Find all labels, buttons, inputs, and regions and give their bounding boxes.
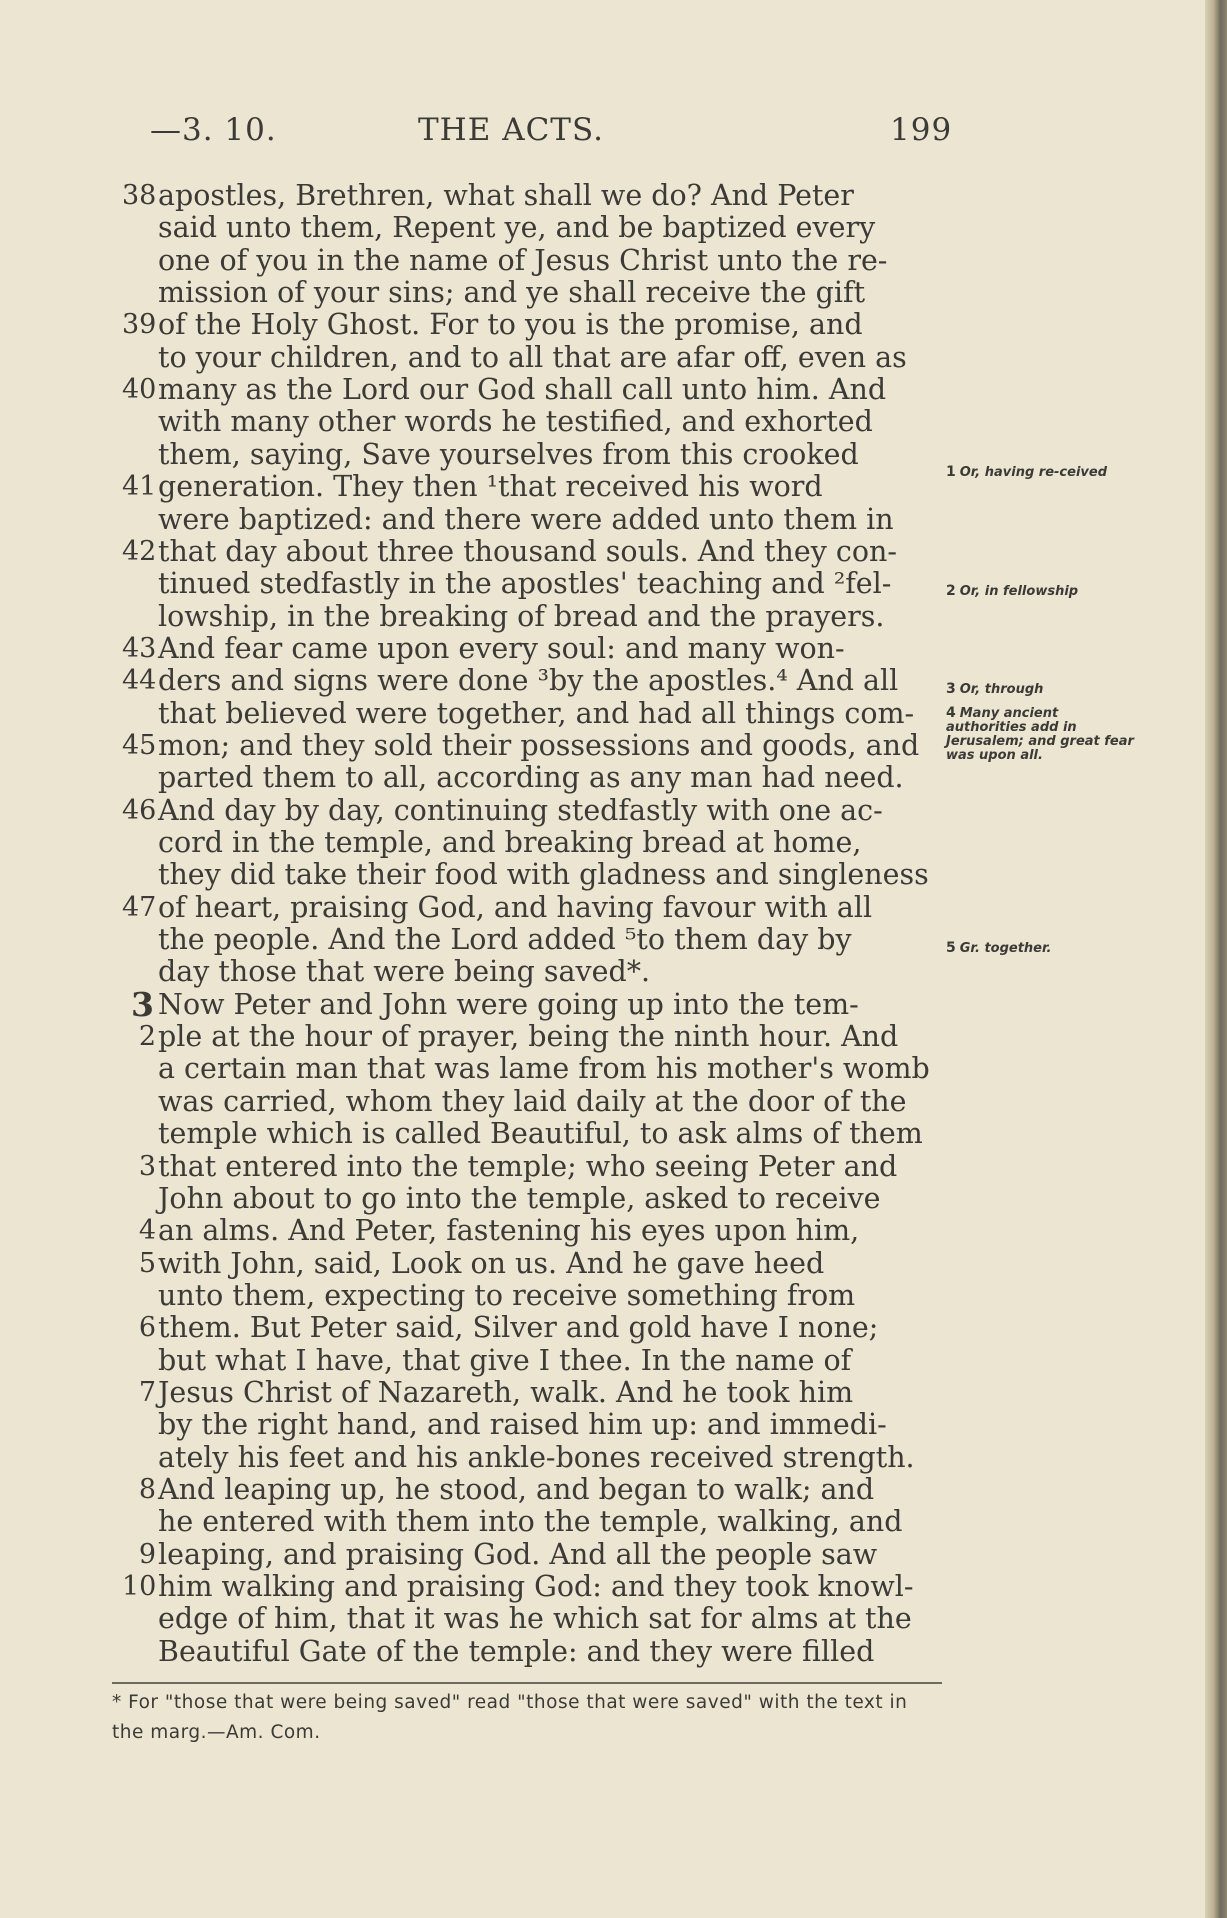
line-text: cord in the temple, and breaking bread at home, (158, 826, 862, 859)
line-text: the people. And the Lord added ⁵to them day by (158, 923, 852, 957)
line-text: that entered into the temple; who seeing Peter and (158, 1149, 898, 1183)
line-text: ple at the hour of prayer, being the ninth hour. And (158, 1020, 899, 1054)
line-text: Beautiful Gate of the temple: and they were filled (158, 1634, 875, 1668)
line-text: many as the Lord our God shall call unto him. And (158, 373, 887, 407)
chapter-verse-range: —3. 10. (150, 112, 277, 148)
text-line (122, 664, 938, 698)
line-text: them, saying, Save yourselves from this crooked (158, 437, 859, 471)
line-text: he entered with them into the temple, walking, and (158, 1505, 903, 1539)
text-line (138, 1149, 938, 1183)
line-text: lowship, in the breaking of bread and the prayers. (158, 599, 885, 633)
line-text: said unto them, Repent ye, and be baptized every (158, 211, 876, 245)
verse-number: 9 (138, 1538, 156, 1570)
line-text: him walking and praising God: and they took knowl- (158, 1570, 914, 1604)
verse-number: 44 (122, 665, 157, 697)
text-line (158, 1053, 938, 1085)
line-text: tinued stedfastly in the apostles' teaching and ²fel- (158, 567, 892, 601)
line-text: John about to go into the temple, asked to receive (158, 1181, 881, 1215)
line-text: Jesus Christ of Nazareth, walk. And he took him (158, 1375, 854, 1409)
text-line (158, 762, 938, 794)
verse-number: 40 (122, 374, 157, 406)
text-line (122, 179, 938, 212)
book-title: THE ACTS. (418, 112, 604, 148)
text-line (138, 1214, 938, 1248)
verse-number: 10 (122, 1571, 157, 1603)
text-line (158, 698, 938, 730)
margin-note: 4 Many ancient authorities add in Jerusalem; and great fear was upon all. (946, 705, 1134, 763)
text-line (122, 631, 938, 665)
text-line (158, 601, 938, 633)
line-text: And day by day, continuing stedfastly with one ac- (158, 793, 883, 827)
margin-note: 5 Gr. together. (946, 940, 1052, 956)
line-text: they did take their food with gladness and singleness (158, 858, 929, 892)
margin-note: 1 Or, having re-ceived (946, 464, 1108, 480)
verse-number: 4 (138, 1215, 156, 1247)
verse-number: 45 (122, 729, 157, 761)
footnote-divider (112, 1682, 942, 1684)
text-line (122, 890, 938, 924)
text-line (158, 1603, 938, 1635)
text-line (158, 827, 938, 859)
text-line (158, 956, 938, 988)
page-number: 199 (890, 112, 953, 148)
line-text: edge of him, that it was he which sat for alms at the (158, 1602, 912, 1636)
text-line (122, 793, 938, 827)
line-text: And fear came upon every soul: and many won- (158, 631, 845, 665)
text-line (158, 1442, 938, 1474)
verse-number: 2 (138, 1021, 156, 1053)
line-text: And leaping up, he stood, and began to walk; and (158, 1473, 875, 1506)
line-text: unto them, expecting to receive something from (158, 1278, 856, 1312)
text-line (158, 277, 938, 309)
text-line (138, 1246, 938, 1280)
line-text: parted them to all, according as any man had need. (158, 761, 904, 795)
text-line (138, 1020, 938, 1054)
text-line (122, 308, 938, 342)
text-line (158, 1345, 938, 1377)
text-line (138, 1473, 938, 1506)
line-text: a certain man that was lame from his mother's womb (158, 1052, 930, 1086)
line-text: ately his feet and his ankle-bones received strength. (158, 1440, 915, 1474)
text-line (158, 1506, 938, 1538)
text-line (122, 470, 938, 504)
book-binding-edge (1205, 0, 1227, 1918)
text-line (158, 212, 938, 244)
line-text: was carried, whom they laid daily at the door of the (158, 1084, 907, 1118)
chapter-number: 3 (131, 984, 154, 1024)
line-text: but what I have, that give I thee. In the name of (158, 1343, 852, 1377)
verse-number: 42 (122, 535, 157, 567)
verse-number: 8 (138, 1474, 156, 1505)
line-text: mission of your sins; and ye shall receive the gift (158, 276, 866, 310)
text-line (158, 406, 938, 438)
footnote: * For "those that were being saved" read "those that were saved" with the text in the marg.—Am. Com. (112, 1692, 908, 1743)
verse-number: 3 (138, 1150, 156, 1182)
line-text: them. But Peter said, Silver and gold have I none; (158, 1311, 879, 1345)
line-text: generation. They then ¹that received his word (158, 470, 823, 504)
line-text: by the right hand, and raised him up: and immedi- (158, 1408, 887, 1442)
text-line (138, 1311, 938, 1345)
text-line (158, 859, 938, 891)
line-text: day those that were being saved*. (158, 955, 651, 989)
text-line (158, 504, 938, 536)
line-text: of heart, praising God, and having favour with all (158, 890, 873, 924)
text-line (131, 984, 938, 1024)
line-text: one of you in the name of Jesus Christ unto the re- (158, 243, 888, 277)
line-text: an alms. And Peter, fastening his eyes upon him, (158, 1214, 860, 1248)
verse-number: 6 (138, 1312, 156, 1344)
verse-number: 43 (122, 632, 157, 664)
verse-number: 38 (122, 180, 157, 211)
verse-number: 5 (138, 1247, 156, 1279)
line-text: that believed were together, and had all things com- (158, 696, 915, 730)
text-line (158, 568, 938, 600)
text-line (158, 1636, 938, 1668)
line-text: of the Holy Ghost. For to you is the promise, and (158, 308, 863, 342)
text-line (122, 373, 938, 407)
text-line (158, 924, 938, 956)
line-text: apostles, Brethren, what shall we do? And Peter (158, 179, 854, 212)
margin-note: 3 Or, through (946, 681, 1044, 697)
line-text: that day about three thousand souls. And they con- (158, 534, 897, 568)
verse-number: 7 (138, 1376, 156, 1408)
verse-number: 39 (122, 309, 157, 341)
text-line (138, 1375, 938, 1409)
verse-number: 46 (122, 794, 157, 826)
text-line (122, 1570, 938, 1604)
verse-number: 47 (122, 891, 157, 923)
line-text: ders and signs were done ³by the apostles.⁴ And all (158, 664, 899, 698)
text-line (122, 728, 938, 762)
line-text: temple which is called Beautiful, to ask alms of them (158, 1117, 923, 1151)
text-line (158, 1086, 938, 1118)
verse-number: 41 (122, 471, 157, 503)
text-line (158, 342, 938, 374)
margin-note: 2 Or, in fellowship (946, 583, 1079, 599)
text-line (138, 1537, 938, 1571)
line-text: with many other words he testified, and exhorted (158, 405, 873, 439)
text-line (158, 245, 938, 277)
text-line (158, 1183, 938, 1215)
text-line (158, 1118, 938, 1150)
line-text: were baptized: and there were added unto them in (158, 502, 894, 536)
text-line (158, 439, 938, 471)
line-text: mon; and they sold their possessions and goods, and (158, 728, 920, 762)
line-text: with John, said, Look on us. And he gave heed (158, 1246, 825, 1280)
text-line (158, 1409, 938, 1441)
text-line (122, 534, 938, 568)
line-text: Now Peter and John were going up into the tem- (158, 987, 859, 1021)
text-line (158, 1280, 938, 1312)
running-header (0, 112, 1205, 152)
line-text: leaping, and praising God. And all the people saw (158, 1537, 878, 1571)
line-text: to your children, and to all that are afar off, even as (158, 340, 907, 374)
